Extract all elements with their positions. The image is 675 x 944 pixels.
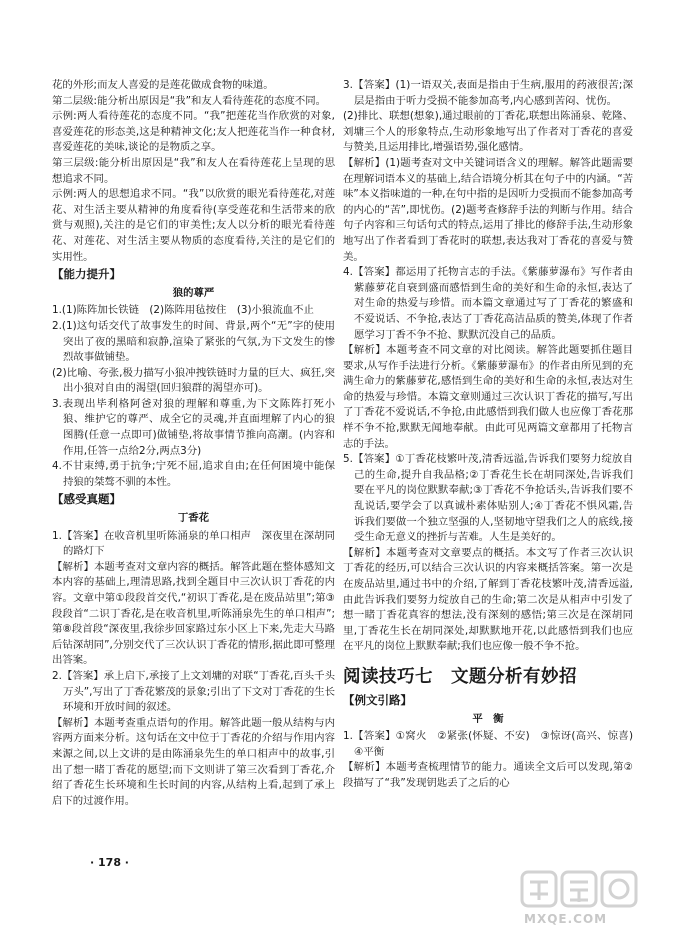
paragraph: 【解析】本题考查不同文章的对比阅读。解答此题要抓住题目要求,从写作手法进行分析。《紫藤萝瀑布》的作者由所见到的充满生命力的紫藤萝花,感悟到生命的美好和生命的永恒,表达对生命的热爱与珍惜。本篇文章则通过三次认识丁香花的描写,写出了丁香花不爱说话,不争抢,由此感悟到我们做人也应像丁香花那样不争不抢,默默无闻地奉献。由此可见两篇文章都用了托物言志的手法。 xyxy=(343,344,633,450)
right-column xyxy=(343,78,644,792)
paragraph: 【解析】本题考查重点语句的作用。解答此题一般从结构与内容两方面来分析。这句话在文中位于丁香花的介绍与作用内容来源之间,以上文讲的是由陈涌泉先生的单口相声中的故事,引出了想一睹丁香花的愿望;而下文则讲了第三次看到丁香花,介绍了香花生长环境和生长时间的内容,从结构上看,起到了承上启下的过渡作用。 xyxy=(52,716,335,807)
paragraph: 花的外形;而友人喜爱的是莲花做成食物的味道。 xyxy=(52,79,274,91)
answer-item: 3.【答案】(1)一语双关,表面是指由于生病,服用的药液很苦;深层是指由于听力受损不能参加高考,内心感到苦闷、忧伤。 xyxy=(343,79,633,107)
paragraph: 【解析】本题考查对文章内容的概括。解答此题在整体感知文本内容的基础上,理清思路,找到全题目中三次认识丁香花的内容。文章中第①段段首交代,“初识丁香花,是在废品站里”;第③段段首“二识丁香花,是在收音机里,听陈涌泉先生的单口相声”;第⑧段首段“深夜里,我徐步回家路过东小区上下来,先走大马路后钻深胡同”,分别交代了三次认识丁香花的情形,据此即可整理出答案。 xyxy=(52,560,335,667)
article-title: 丁香花 xyxy=(177,512,210,525)
paragraph: 【解析】本题考查梳理情节的能力。通读全文后可以发现,第②段描写了“我”发现钥匙丢了之后的心 xyxy=(343,761,633,789)
paragraph: (2)排比、联想(想象),通过眼前的丁香花,联想出陈涌泉、乾隆、刘墉三个人的形象特点,生动形象地写出了作者对丁香花的喜爱与赞美,且运用排比,增强语势,强化感情。 xyxy=(343,110,633,154)
section-heading: 【感受真题】 xyxy=(52,492,121,507)
answer-item: 3.表现出毕利格阿爸对狼的理解和尊重,为下文陈阵打死小狼、维护它的尊严、成全它的灵魂,并直面埋解了内心的狼图腾(任意一点即可)做铺垫,将故事情节推向高潮。(内容和作用,任答一点给2分,两点3分) xyxy=(52,397,335,457)
answer-item: 1.【答案】①窝火 ②紧张(怀疑、不安) ③惊讶(高兴、惊喜) ④平衡 xyxy=(343,730,644,758)
paragraph: 第二层级:能分析出原因是“我”和友人看待莲花的态度不同。 xyxy=(52,94,327,107)
answer-item: 2.【答案】承上启下,承接了上文刘墉的对联“丁香花,百头千头万头”,写出了丁香花繁茂的景象;引出了下文对丁香花的生长环境和开放时间的叙述。 xyxy=(52,669,335,714)
left-column xyxy=(52,78,335,809)
article-title: 狼的尊严 xyxy=(172,286,215,299)
paragraph: 示例:两人的思想追求不同。“我”以欣赏的眼光看待莲花,对莲花、对生活主要从精神的角度看待(享受莲花和生活带来的欣赏与观照),关注的是它们的审美性;友人以分析的眼光看待莲花、对莲花、对生活主要从物质的态度看待,关注的是它们的实用性。 xyxy=(52,188,335,263)
answer-item: 4.不甘束缚,勇于抗争;宁死不屈,追求自由;在任何困境中能保持狼的桀骜不驯的本性。 xyxy=(52,460,335,488)
chapter-title: 阅读技巧七 文题分析有妙招 xyxy=(343,666,577,687)
answer-item: 2.(1)这句话交代了故事发生的时间、背景,两个“无”字的使用突出了夜的黑暗和寂静,渲染了紧张的气氛,为下文发生的惨烈故事做铺垫。 xyxy=(52,319,335,364)
paragraph: 【解析】(1)题考查对文中关键词语含义的理解。解答此题需要在理解词语本义的基础上,结合语境分析其在句子中的内涵。“苦味”本义指味道的一种,在句中指的是因听力受损而不能参加高考的内心的“苦”,即忧伤。(2)题考查修辞手法的判断与作用。结合句子内容和三句话句式的特点,运用了排比的修辞手法,生动形象地写出了作者看到丁香花时的联想,表达我对丁香花的喜爱与赞美。 xyxy=(343,156,633,263)
page-number: · 178 · xyxy=(90,856,129,869)
answer-item: 1.(1)陈阵加长铁链 (2)陈阵用毡按住 (3)小狼流血不止 xyxy=(52,304,314,317)
answer-item: 4.【答案】都运用了托物言志的手法。《紫藤萝瀑布》写作者由紫藤萝花自衰到盛而感悟到生命的美好和生命的永恒,表达了对生命的热爱与珍惜。而本篇文章通过写了丁香花的繁盛和不爱说话、不争抢,表达了丁香花高洁品质的赞美,体现了作者愿学习丁香不争不抢、默默沉没自己的品质。 xyxy=(343,266,633,341)
answer-item: 5.【答案】①丁香花枝繁叶茂,清香远溢,告诉我们要努力绽放自己的生命,提升自我品格;②丁香花生长在胡同深处,告诉我们要在平凡的岗位默默奉献;③丁香花不争抢话头,告诉我们要不乱说话,要学会了以真诚朴素体贴别人;④丁香花不惧风霜,告诉我们要做一个独立坚强的人,坚韧地守望我们之人的底线,接受生命无意义的挫折与苦难。人生是美好的。 xyxy=(343,453,633,544)
answer-item: (2)比喻、夸张,极力描写小狼冲拽铁链时力量的巨大、疯狂,突出小狼对自由的渴望(回归狼群的渴望亦可)。 xyxy=(52,366,335,395)
paragraph: 第三层级:能分析出原因是“我”和友人在看待莲花上呈现的思想追求不同。 xyxy=(52,156,335,185)
section-heading: 【例文引路】 xyxy=(343,692,412,707)
answer-item: 1.【答案】在收音机里听陈涌泉的单口相声 深夜里在深胡同的路灯下 xyxy=(52,529,335,558)
watermark-text: MXQE.COM xyxy=(524,912,608,926)
paragraph: 【解析】本题考查对文章要点的概括。本文写了作者三次认识丁香花的经历,可以结合三次认识的内容来概括答案。第一次是在废品站里,通过书中的介绍,了解到丁香花枝繁叶茂,清香远溢,由此告诉我们要努力绽放自己的生命;第二次是从相声中引发了想一睹丁香花真容的想法,没有深刻的感悟;第三次是在深胡同里,丁香花生长在胡同深处,却默默地开花,以此感悟到我们也应在平凡的岗位上默默奉献;我们也应像一般不争不抢。 xyxy=(343,546,633,653)
section-heading: 【能力提升】 xyxy=(52,267,121,282)
paragraph: 示例:两人看待莲花的态度不同。“我”把莲花当作欣赏的对象,喜爱莲花的形态美,这是种精神文化;友人把莲花当作一种食材,喜爱莲花的美味,谈论的是物质之享。 xyxy=(52,110,335,154)
article-title: 平 衡 xyxy=(472,712,504,725)
